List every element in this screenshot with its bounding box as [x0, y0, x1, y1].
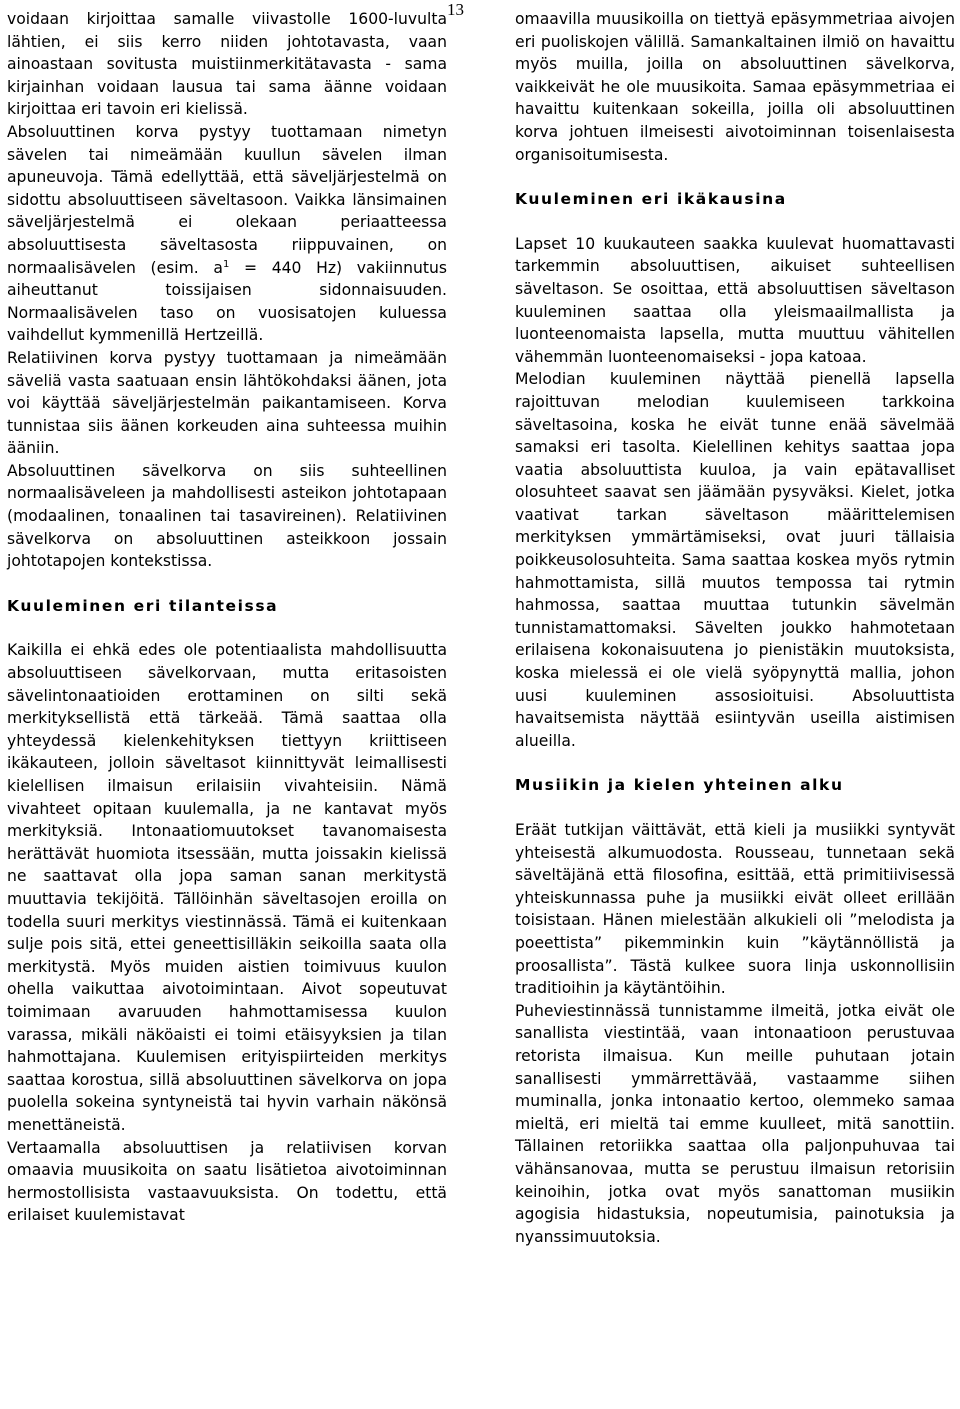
paragraph: Melodian kuuleminen näyttää pienellä lapsella rajoittuvan melodian kuulemiseen tarkkoina säveltasoina, koska he eivät tunne enää sävelmää samaksi eri tasolta. Kielellinen kehitys saattaa jopa vaatia absoluuttista kuuloa, ja vain epätavalliset olosuhteet saavat sen jäämään pysyväksi. Kielet, jotka vaativat tarkan säveltason määrittelemisen merkityksen ymmärtämiseksi, ovat juuri tällaisia poikkeusolosuhteita. Sama saattaa koskea myös rytmin hahmottamista, sillä muutos tempossa tai rytmin hahmossa, saattaa muuttaa tutunkin sävelmän tunnistamattomaksi. Sävelten joukko hahmotetaan erilaisena kokonaisuutena jo pienistäkin muutoksista, koska mielessä ei ole vielä syöpynyttä mallia, johon uusi kuuleminen assosioituisi. Absoluuttista havaitsemista näyttää esiintyvän useilla aistimisen alueilla.: [515, 370, 955, 750]
paragraph: Lapset 10 kuukauteen saakka kuulevat huomattavasti tarkemmin absoluuttisen, aikuiset suhteellisen säveltason. Se osoittaa, että absoluuttisen säveltason kuuleminen saattaa olla yleismaailmallista ja luonteenomaista lapsella, mutta muuttuu vähitellen vähemmän luonteenomaiseksi - jopa katoaa.: [515, 234, 955, 366]
right-column: [515, 8, 955, 1248]
section-heading: Kuuleminen eri tilanteissa: [7, 596, 279, 615]
paragraph: Puheviestinnässä tunnistamme ilmeitä, jotka eivät ole sanallista viestintää, vaan intonaatioon perustuvaa retorista ilmaisua. Kun meille puhutaan jotain sanallisesti ymmärrettävää, vastaamme siihen muminalla, jonka intonaatio kertoo, olemmeko samaa mieltä, eri mieltä tai emme kuulleet, mitä sanottiin. Tällainen retoriikka saattaa olla paljonpuhuvaa tai vähänsanovaa, mutta se perustuu ilmaisun retorisiin keinoihin, jotka ovat myös sanattoman musiikin agogisia hidastuksia, nopeutumisia, painotuksia ja nyanssimuutoksia.: [515, 1001, 955, 1246]
paragraph-text: = 440 Hz) vakiinnutus aiheuttanut toissijaisen sidonnaisuuden. Normaalisävelen taso on vuosisatojen kuluessa vaihdellut kymmenillä Hertzeillä.: [7, 258, 447, 345]
paragraph: Relatiivinen korva pystyy tuottamaan ja nimeämään säveliä vasta saatuaan ensin lähtökohdaksi äänen, jota voi käyttää säveljärjestelmän paikantamiseen. Korva tunnistaa siis äänen korkeuden aina suhteessa muihin ääniin.: [7, 348, 447, 458]
section-heading: Kuuleminen eri ikäkausina: [515, 190, 787, 209]
paragraph: voidaan kirjoittaa samalle viivastolle 1600-luvulta lähtien, ei siis kerro niiden johtotavasta, vaan ainoastaan sovitusta muistiinmerkitätavasta - sama kirjainhan voidaan lausua tai sama äänne voidaan kirjoittaa eri tavoin eri kielissä.: [7, 10, 447, 119]
spacer: [7, 617, 447, 639]
paragraph: [7, 121, 447, 347]
paragraph: Vertaamalla absoluuttisen ja relatiivisen korvan omaavia muusikoita on saatu lisätietoa aivotoiminnan hermostollisista vastaavuuksista. On todettu, että erilaiset kuulemistavat: [7, 1138, 447, 1225]
spacer: [515, 797, 955, 819]
paragraph: Absoluuttinen sävelkorva on siis suhteellinen normaalisäveleen ja mahdollisesti asteikon johtotapaan (modaalinen, tonaalinen tai tasavireinen). Relatiivinen sävelkorva on absoluuttinen asteikkoon jossain johtotapojen kontekstissa.: [7, 461, 447, 571]
paragraph: omaavilla muusikoilla on tiettyä epäsymmetriaa aivojen eri puoliskojen välillä. Samankaltainen ilmiö on havaittu myös muilla, joilla on absoluuttinen sävelkorva, vaikkeivät he ole muusikoita. Samaa epäsymmetriaa ei havaittu kuitenkaan sokeilla, joilla oli absoluuttinen korva johtuen ilmeisesti aivotoiminnan toisenlaisesta organisoitumisesta.: [515, 10, 955, 164]
page-number: 13: [447, 0, 464, 19]
spacer: [515, 752, 955, 774]
paragraph-text: Absoluuttinen korva pystyy tuottamaan nimetyn sävelen tai nimeämään kuullun sävelen ilman apuneuvoja. Tämä edellyttää, että säveljärjestelmä on sidottu absoluuttiseen säveltasoon. Vaikka länsimainen säveljärjestelmä ei olekaan periaatteessa absoluuttisesta säveltasosta riippuvainen, on normaalisävelen (esim. a: [7, 122, 447, 277]
spacer: [515, 211, 955, 233]
left-column: [7, 8, 447, 1227]
spacer: [7, 573, 447, 595]
spacer: [515, 166, 955, 188]
paragraph: Kaikilla ei ehkä edes ole potentiaalista mahdollisuutta absoluuttiseen sävelkorvaan, mutta eritasoisten sävelintonaatioiden erottaminen on silti sekä merkityksellistä että tärkeää. Tämä saattaa olla yhteydessä kielenkehityksen tiettyyn kriittiseen ikäkauteen, jolloin säveltasot kiinnittyvät leimallisesti kielellisen ilmaisun erilaisiin vivahteisiin. Nämä vivahteet opitaan kuulemalla, ja ne kantavat myös merkityksiä. Intonaatiomuutokset tavanomaisesta herättävät huomiota itsessään, mutta joissakin kielissä ne saattavat olla jopa saman sanan merkitystä muuttavia tekijöitä. Tällöinhän säveltasojen eroilla on todella suuri merkitys viestinnässä. Tämä ei kuitenkaan sulje pois sitä, ettei geneettisilläkin seikoilla saata olla merkitystä. Myös muiden aistien toimivuus kuulon ohella vaikuttaa aivotoimintaan. Aivot sopeutuvat toimimaan avaruuden hahmottamisessa kuulon varassa, mikäli näköaisti ei toimi etäisyyksien ja tilan hahmottajana. Kuulemisen erityispiirteiden merkitys saattaa korostua, sillä absoluuttinen sävelkorva on jopa puolella sokeina syntyneistä tai hyvin varhain näkönsä menettäneistä.: [7, 641, 447, 1134]
paragraph: Eräät tutkijan väittävät, että kieli ja musiikki syntyvät yhteisestä alkumuodosta. Rousseau, tunnetaan sekä säveltäjänä että filosofina, esittää, että primitiivisessä yhteiskunnassa puhe ja musiikki eivät olleet erillään toisistaan. Hänen mielestään alkukieli oli ”melodista ja poeettista” pikemminkin kuin ”käytännöllistä ja proosallista”. Tästä kulkee suora linja uskonnollisiin traditioihin ja käytäntöihin.: [515, 821, 955, 998]
superscript: 1: [222, 258, 230, 270]
section-heading: Musiikin ja kielen yhteinen alku: [515, 776, 844, 795]
